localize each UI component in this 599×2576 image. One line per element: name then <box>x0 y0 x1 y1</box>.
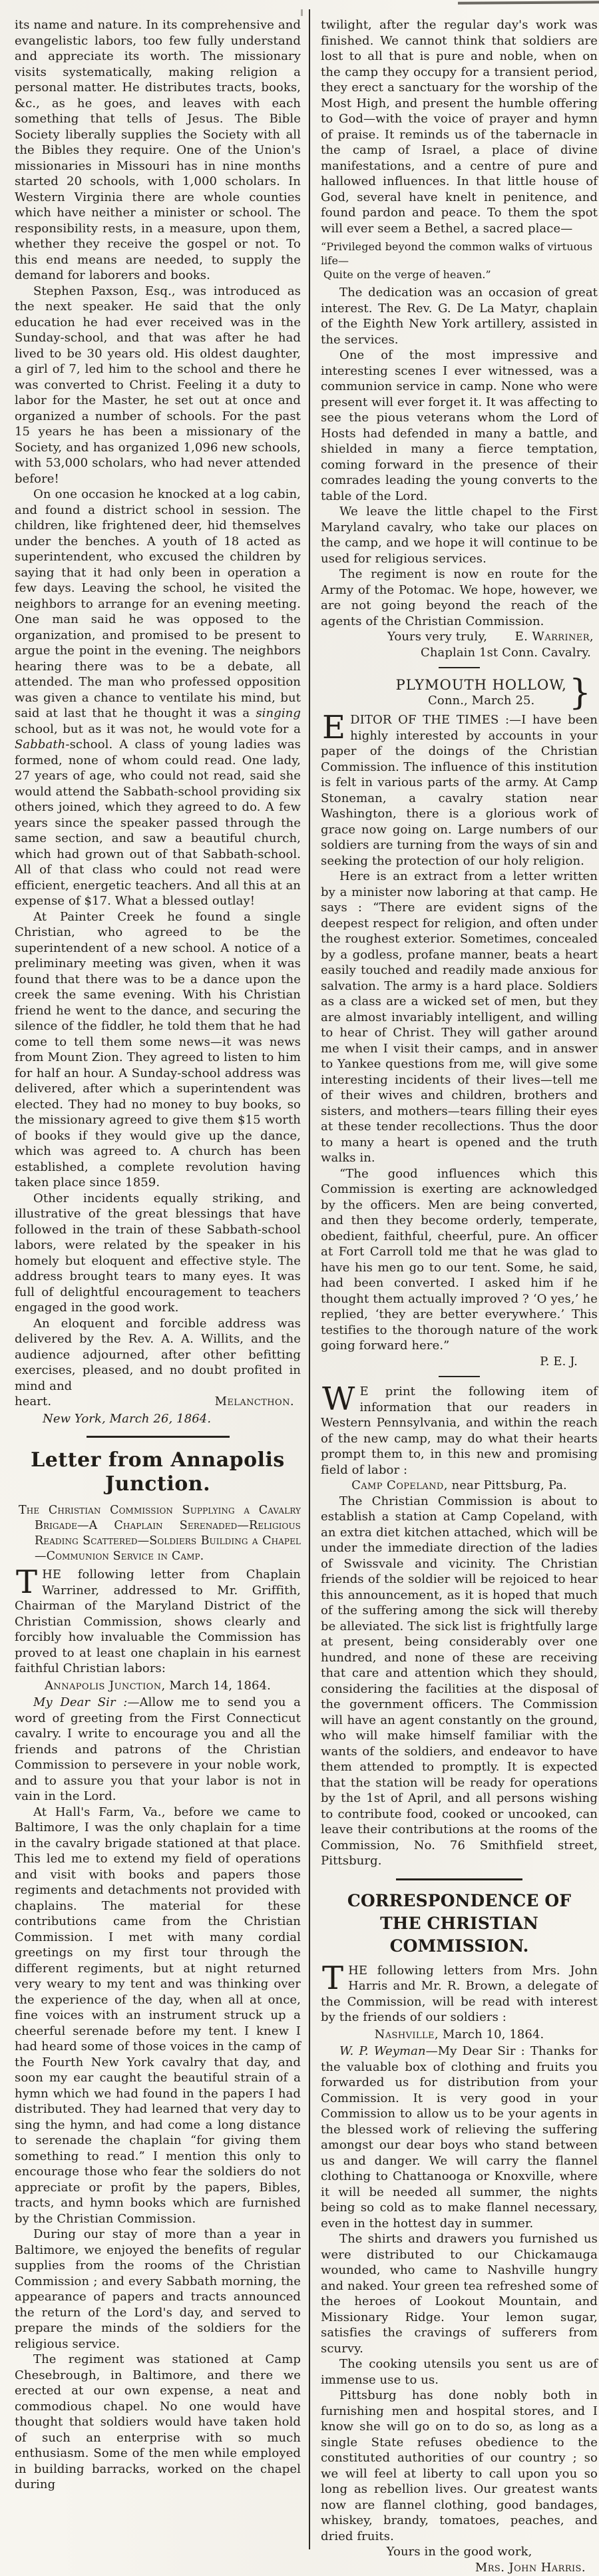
scan-artifact-top-edge <box>458 1 599 4</box>
column-divider-rule <box>309 9 310 2549</box>
drop-cap-initial: W <box>322 1381 355 1418</box>
paragraph: Here is an extract from a letter written by a minister now laboring at that camp. He says : “There are evident signs of the deepest respect for religion, and often under the roughest exterior. Sometimes, concealed by a godless, profane manner, beats a heart easily touched and readily made anxious for salvation. The army is a hard place. Soldiers as a class are a wicked set of men, but they are almost invariably intelligent, and willing to hear of Christ. They will gather around me when I visit their camps, and in answer to Yankee questions from me, will give some interesting incidents of their lives—tell me of their wives and children, brothers and sisters, and mothers—tears filling their eyes at these tender recollections. Thus the door to many a heart is opened and the truth walks in. <box>321 869 598 1165</box>
signature-left: heart. <box>15 1395 52 1408</box>
verse-quote: “Privileged beyond the common walks of virtuous life— Quite on the verge of heaven.” <box>321 240 593 281</box>
paragraph: The regiment was stationed at Camp Chesebrough, in Baltimore, and there we erected at our own expense, a neat and commodious chapel. No one would have thought that soldiers would have taken hold of such an enterprise with so much enthusiasm. Some of the men while employed in building barracks, worked on the chapel during <box>15 2352 301 2491</box>
paragraph: During our stay of more than a year in Baltimore, we enjoyed the benefits of regular supplies from the rooms of the Christian Commission ; and every Sabbath morning, the appearance of papers and tracts announced the return of the Lord's day, and served to prepare the minds of the soldiers for the religious service. <box>15 2227 301 2351</box>
paragraph: “The good influences which this Commission is exerting are acknowledged by the officers. Men are being converted, and then they become orderly, temperate, obedient, faithful, cheerful, pure. An officer at Fort Carroll told me that he was glad to have his men go to our tent. Some, he said, had been converted. I asked him if he thought them actually improved ? ‘O yes,’ he replied, ‘they are better everywhere.’ This testifies to the thorough nature of the work going forward here.” <box>321 1166 598 1353</box>
byline-center: Camp Copeland, near Pittsburg, Pa. <box>351 1478 567 1492</box>
paragraph: My Dear Sir :—Allow me to send you a word of greeting from the First Connecticut cavalry. I write to encourage you and all the friends and patrons of the Christian Commission to persevere in your noble work, and to assure you that your labor is not in vain in the Lord. <box>15 1695 301 1803</box>
drop-cap-initial: E <box>322 709 346 746</box>
section-heading: CORRESPONDENCE OF THE CHRISTIAN COMMISSION. <box>347 1890 572 1956</box>
signature-right: Melancthon. <box>214 1395 294 1408</box>
paragraph-dropcap: EDITOR OF THE TIMES :—I have been highly interested by accounts in your paper of the doings of the Christian Commission. The influence of this institution is felt in various parts of the army. At Camp Stoneman, a cavalry station near Washington, there is a glorious work of grace now going on. Large numbers of our soldiers are turning from the ways of sin and seeking the protection of our holy religion. <box>321 709 598 868</box>
paragraph: W. P. Weyman—My Dear Sir : Thanks for the valuable box of clothing and fruits you forwarded us for distribution from your Commission. It is very good in your Commission to allow us to be your agents in the blessed work of relieving the suffering amongst our dear boys who stand between us and danger. We will carry the flannel clothing to Chattanooga or Knoxville, where it will be needed all summer, the nights being so cold as to make flannel necessary, even in the hottest day in summer. <box>321 2044 598 2231</box>
separator-rule <box>87 1436 230 1438</box>
brace-glyph: } <box>568 673 591 713</box>
right-column <box>321 17 598 2575</box>
paragraph: At Painter Creek he found a single Christian, who agreed to be the superintendent of a new school. A notice of a preliminary meeting was given, when it was found that there was to be a dance upon the creek the same evening. With his Christian friend he went to the dance, and securing the silence of the fiddler, he told them that he had come to tell them some news—it was news from Mount Zion. They agreed to listen to him for half an hour. A Sunday-school address was delivered, after which a superintendent was elected. They had no money to buy books, so the missionary agreed to give them $15 worth of books if they would give up the dance, which was agreed to. A church has been established, a complete revolution having taken place since 1859. <box>15 909 301 1189</box>
dateline-date: Conn., March 25. <box>428 694 535 708</box>
dateline: Nashville, March 10, 1864. <box>374 2027 544 2041</box>
drop-cap-initial: T <box>16 1564 38 1601</box>
paragraph: An eloquent and forcible address was delivered by the Rev. A. A. Willits, and the audience adjourned, after other befitting exercises, pleased, and no doubt profited in mind and <box>15 1316 301 1393</box>
paragraph: The shirts and drawers you furnished us were distributed to our Chickamauga wounded, who came to Nashville hungry and naked. Your green tea refreshed some of the heroes of Lookout Mountain, and Missionary Ridge. Your lemon sugar, satisfies the cravings of sufferers from scurvy. <box>321 2232 598 2356</box>
separator-rule <box>439 1376 480 1377</box>
paragraph: The dedication was an occasion of great interest. The Rev. G. De La Matyr, chaplain of the Eighth New York artillery, assisted in the services. <box>321 286 598 347</box>
dateline-lines <box>396 678 567 709</box>
separator-rule <box>439 667 480 668</box>
signature-line: Chaplain 1st Conn. Cavalry. <box>420 645 591 660</box>
paragraph-dropcap: THE following letter from Chaplain Warriner, addressed to Mr. Griffith, Chairman of the Maryland District of the Christian Commission, shows clearly and forcibly how invaluable the Commission has proved to at least one chaplain in his earnest faithful Christian labors: <box>15 1564 301 1675</box>
byline-center: Yours in the good work, <box>386 2545 532 2559</box>
paragraph: On one occasion he knocked at a log cabin, and found a district school in session. The children, like frightened deer, hid themselves under the benches. A youth of 18 acted as superintendent, who excused the children by saying that it had only been in operation a few days. Leaving the school, he visited the neighbors to arrange for an evening meeting. One man said he was opposed to the organization, and promised to be present to argue the point in the evening. The neighbors hearing there was to be a debate, all attended. The man who professed opposition was given a chance to ventilate his mind, but said at last that he thought it was a singing school, but as it was not, he would vote for a Sabbath-school. A class of young ladies was formed, none of whom could read. One lady, 27 years of age, who could not read, said she would attend the Sabbath-school providing six others joined, which they agreed to do. A few years since the speaker passed through the same section, and saw a beautiful church, which had grown out of that Sabbath-school. All of that class who could not read were efficient, energetic teachers. And all this at an expense of $17. What a blessed outlay! <box>15 487 301 908</box>
dateline: Annapolis Junction, March 14, 1864. <box>45 1678 271 1693</box>
paragraph: Other incidents equally striking, and illustrative of the great blessings that have followed in the train of these Sabbath-school labors, were related by the speaker in his homely but eloquent and effective style. The address brought tears to many eyes. It was full of delightful encouragement to teachers engaged in the good work. <box>15 1191 301 1315</box>
paragraph-dropcap: THE following letters from Mrs. John Harris and Mr. R. Brown, a delegate of the Commission, will be read with interest by the friends of our soldiers : <box>321 1959 598 2024</box>
signature-line: Mrs. John Harris. <box>475 2560 586 2575</box>
article-heading: Letter from Annapolis Junction. <box>31 1448 285 1496</box>
drop-cap-initial: T <box>322 1959 344 1997</box>
signature-line <box>15 1394 301 1410</box>
dateline-with-brace <box>321 673 598 713</box>
paragraph: Pittsburg has done nobly both in furnishing men and hospital stores, and I know she will go on to do so, as long as a single State refuses obedience to the constituted authorities of our country ; so we will feel at liberty to call upon you so long as rebellion lives. Our greatest wants now are flannel clothing, good bandages, whiskey, brandy, tomatoes, peaches, and dried fruits. <box>321 2388 598 2543</box>
article-subheadline: The Christian Commission Supplying a Cavalry Brigade—A Chaplain Serenaded—Religious Reading Scattered—Soldiers Building a Chapel—Communion Service in Camp. <box>19 1504 301 1563</box>
signature-right: E. Warriner, <box>514 630 594 644</box>
paragraph: its name and nature. In its comprehensive and evangelistic labors, too few fully understand and appreciate its worth. The missionary visits systematically, making religion a personal matter. He distributes tracts, books, &c., as he goes, and leaves with each something that tells of Jesus. The Bible Society liberally supplies the Society with all the Bibles they require. One of the Union's missionaries in Missouri has in nine months started 20 schools, with 1,000 scholars. In Western Virginia there are whole counties which have neither a minister or school. The responsibility rests, in a measure, upon them, whether they receive the gospel or not. To this end means are needed, to supply the demand for laborers and books. <box>15 18 301 282</box>
paragraph: We leave the little chapel to the First Maryland cavalry, who take our places on the camp, and we hope it will continue to be used for religious services. <box>321 505 598 566</box>
scan-artifact-speck <box>301 9 303 16</box>
paragraph: The regiment is now en route for the Army of the Potomac. We hope, however, we are not going beyond the reach of the agents of the Christian Commission. <box>321 567 598 628</box>
left-column <box>15 17 301 2493</box>
paragraph: At Hall's Farm, Va., before we came to Baltimore, I was the only chaplain for a time in the cavalry brigade stationed at that place. This led me to extend my field of operations and visit with books and papers those regiments and detachments not provided with chaplains. The material for these contributions came from the Christian Commission. I met with many cordial greetings on my first tour through the different regiments, but at night returned very weary to my tent and was thinking over the experience of the day, when all at once, fine voices with an instrument struck up a cheerful serenade before my tent. I knew I had heard some of those voices in the camp of the Fourth New York cavalry that day, and soon my ear caught the beautiful strain of a hymn which we had found in the papers I had distributed. They had learned that very day to sing the hymn, and had come a long distance to serenade the chaplain “for giving them something to read.” I mention this only to encourage those who fear the soldiers do not appreciate or profit by the papers, Bibles, tracts, and hymn books which are furnished by the Christian Commission. <box>15 1805 301 2226</box>
paragraph: The cooking utensils you sent us are of immense use to us. <box>321 2357 598 2387</box>
signature-left: Yours very truly, <box>387 630 488 644</box>
signature-line: P. E. J. <box>540 1354 578 1369</box>
separator-rule <box>396 1878 522 1880</box>
signature-line <box>321 629 598 645</box>
paragraph-dropcap: W E print the following item of information that our readers in Western Pennsylvania, and within the reach of the new camp, may do what their hearts prompt them to, in this new and promising field of labor : <box>321 1381 598 1477</box>
paragraph: twilight, after the regular day's work was finished. We cannot think that soldiers are lost to all that is pure and noble, when on the camp they occupy for a transient period, they erect a sanctuary for the worship of the Most High, and present the humble offering to God—with the voice of prayer and hymn of praise. It reminds us of the tabernacle in the camp of Israel, a place of divine manifestations, and a centre of pure and hallowed influences. In that little house of God, several have knelt in penitence, and found pardon and peace. To them the spot will ever seem a Bethel, a sacred place— <box>321 18 598 236</box>
paragraph: One of the most impressive and interesting scenes I ever witnessed, was a communion service in camp. None who were present will ever forget it. It was affecting to see the pious veterans whom the Lord of Hosts had defended in many a battle, and shielded in many a fierce temptation, coming forward in the presence of their comrades leading the young converts to the table of the Lord. <box>321 348 598 503</box>
paragraph: Stephen Paxson, Esq., was introduced as the next speaker. He said that the only education he had ever received was in the Sunday-school, and that was after he had lived to be 30 years old. His oldest daughter, a girl of 7, led him to the school and there he was converted to Christ. Feeling it a duty to labor for the Master, he set out at once and organized a number of schools. For the past 15 years he has been a missionary of the Society, and has organized 1,096 new schools, with 53,000 scholars, who had never attended before! <box>15 284 301 486</box>
dateline-place: PLYMOUTH HOLLOW, <box>395 676 567 693</box>
dateline-italic: New York, March 26, 1864. <box>43 1411 212 1426</box>
paragraph: The Christian Commission is about to establish a station at Camp Copeland, with an extra diet kitchen attached, which will be under the immediate direction of the ladies of Swissvale and vicinity. The Christian friends of the soldier will be rejoiced to hear this announcement, as it is hoped that much of the suffering among the sick will thereby be alleviated. The sick list is frightfully large at present, being considerably over one hundred, and none of these are receiving that care and attention which they should, considering the facilities at the disposal of the government officers. The Commission will have an agent constantly on the ground, who will make himself familiar with the wants of the soldiers, and endeavor to have them attended to promptly. It is expected that the station will be ready for operations by the 1st of April, and all persons wishing to contribute food, cooked or uncooked, can leave their contributions at the rooms of the Commission, No. 76 Smithfield street, Pittsburg. <box>321 1494 598 1868</box>
